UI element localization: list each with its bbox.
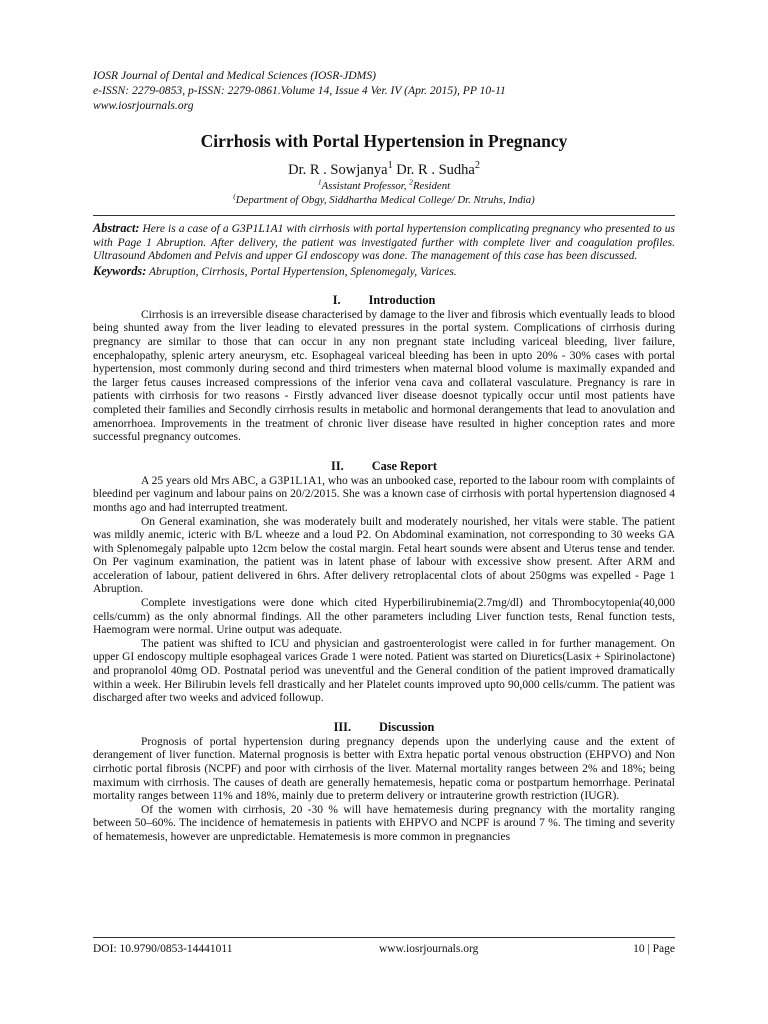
section-title: Case Report	[371, 458, 437, 473]
journal-header	[93, 68, 675, 113]
footer-url[interactable]: www.iosrjournals.org	[379, 943, 479, 955]
role-2-sup: 2	[409, 177, 413, 187]
section-title: Introduction	[368, 292, 436, 307]
footer-divider	[93, 937, 675, 938]
role-2: Resident	[412, 180, 451, 192]
dept-sup: (	[233, 191, 236, 201]
paragraph: On General examination, she was moderately built and moderately nourished, her vitals were stable. The patient was mildly anemic, icteric with B/L wheeze and a loud P2. On Abdominal examination, not corresponding to 30 weeks GA with Splenomegaly palpable upto 12cm below the costal margin. Fetal heart sounds were absent and Uterus tense and tender. On Per vaginum examination, the patient was in latent phase of labour with excessive show present. After ARM and acceleration of labour, patient delivered in 6hrs. After delivery retroplacental clots of about 250gms was expelled - Page 1 Abruption.	[93, 515, 675, 596]
paragraph: Prognosis of portal hypertension during pregnancy depends upon the underlying cause and the extent of derangement of liver function. Maternal prognosis is better with Extra hepatic portal venous obstruction (EHPVO) and Non cirrhotic portal fibrosis (NCPF) and poor with cirrhosis of the liver. Maternal mortality ranges between 2% and 18%; being maximum with cirrhosis. The causes of death are generally hematemesis, hepatic coma or postpartum hemorrhage. Perinatal mortality ranges between 11% and 18%, mainly due to preterm delivery or intrauterine growth restriction (IUGR).	[93, 735, 675, 803]
section-number: II.	[331, 458, 344, 473]
paragraph: Cirrhosis is an irreversible disease characterised by damage to the liver and fibrosis which eventually leads to blood being shunted away from the liver leading to elevated pressures in the portal system. Complications of cirrhosis during pregnancy are similar to those that can occur in any non pregnant state including variceal bleeding, liver failure, encephalopathy, splenic artery aneurysm, etc. Esophageal variceal bleeding has been in upto 20% - 30% cases with portal hypertension, most commonly during second and third trimesters when maternal blood volume is maximally expanded and the larger fetus causes increased compressions of the inferior vena cava and collateral vasculature. Pregnancy is rare in patients with cirrhosis for two reasons - Firstly advanced liver disease doesnot typically occur until most patients have completed their families and Secondly cirrhosis results in metabolic and hormonal derangements that lead to anovulation and amenorrhoea. Improvements in the treatment of chronic liver disease have resulted in higher conception rates and more successful pregnancy outcomes.	[93, 308, 675, 444]
footer-page-number: 10 | Page	[633, 943, 675, 955]
author-roles	[93, 179, 675, 193]
author-1: Dr. R . Sowjanya	[288, 162, 388, 178]
author-line	[93, 161, 675, 179]
abstract-text: Here is a case of a G3P1L1A1 with cirrhosis with portal hypertension complicating pregnancy who presented to us with Page 1 Abruption. After delivery, the patient was investigated further with complete liver and coagulation profiles. Ultrasound Abdomen and Pelvis and upper GI endoscopy was done. The management of this case has been discussed.	[93, 223, 675, 263]
section-heading-case-report	[93, 459, 675, 474]
role-1-sup: 1	[317, 177, 322, 187]
author-2-sup: 2	[474, 160, 480, 172]
journal-url[interactable]: www.iosrjournals.org	[93, 99, 194, 112]
section-title: Discussion	[379, 719, 435, 734]
paragraph: Of the women with cirrhosis, 20 -30 % will have hematemesis during pregnancy with the mortality ranging between 50–60%. The incidence of hematemesis in patients with EHPVO and NCPF is around 7 %. The timing and severity of hematemesis, however are unpredictable. Hematemesis is more common in pregnancies	[93, 803, 675, 843]
paper-page	[93, 68, 675, 845]
section-number: I.	[332, 292, 341, 307]
keywords-text: Abruption, Cirrhosis, Portal Hypertension, Splenomegaly, Varices.	[146, 265, 457, 278]
section-number: III.	[333, 719, 352, 734]
role-1: Assistant Professor,	[321, 180, 410, 192]
abstract	[93, 222, 675, 264]
journal-issn: e-ISSN: 2279-0853, p-ISSN: 2279-0861.Volume 14, Issue 4 Ver. IV (Apr. 2015), PP 10-11	[93, 84, 506, 97]
keywords-label: Keywords:	[93, 263, 147, 278]
affiliation	[93, 193, 675, 207]
abstract-label: Abstract:	[93, 221, 140, 235]
paragraph: The patient was shifted to ICU and physician and gastroenterologist were called in for further management. On upper GI endoscopy multiple esophageal varices Grade 1 were noted. Patient was started on Diuretics(Lasix + Spirinolactone) and propranolol 40mg OD. Postnatal period was uneventful and the General condition of the patient improved dramatically within a week. Her Bilirubin levels fell drastically and her Platelet counts improved upto 90,000 cells/cumm. The patient was discharged after two weeks and adviced followup.	[93, 637, 675, 705]
journal-name: IOSR Journal of Dental and Medical Sciences (IOSR-JDMS)	[93, 69, 376, 82]
section-heading-introduction	[93, 293, 675, 308]
section-heading-discussion	[93, 720, 675, 735]
paragraph: A 25 years old Mrs ABC, a G3P1L1A1, who was an unbooked case, reported to the labour room with complaints of bleedind per vaginum and labour pains on 20/2/2015. She was a known case of cirrhosis with portal hypertension diagnosed 4 months ago and had interrupted treatment.	[93, 474, 675, 514]
keywords	[93, 264, 675, 279]
department: Department of Obgy, Siddhartha Medical College/ Dr. Ntruhs, India)	[235, 194, 535, 206]
footer-doi: DOI: 10.9790/0853-14441011	[93, 943, 233, 955]
paper-title: Cirrhosis with Portal Hypertension in Pregnancy	[200, 131, 568, 151]
paragraph: Complete investigations were done which cited Hyperbilirubinemia(2.7mg/dl) and Thrombocytopenia(40,000 cells/cumm) as the only abnormal findings. All the other parameters including Liver function tests, Renal function tests, Haemogram were normal. Urine output was adequate.	[93, 597, 675, 637]
author-2: Dr. R . Sudha	[392, 162, 475, 178]
author-1-sup: 1	[387, 160, 393, 172]
abstract-divider	[93, 215, 675, 216]
